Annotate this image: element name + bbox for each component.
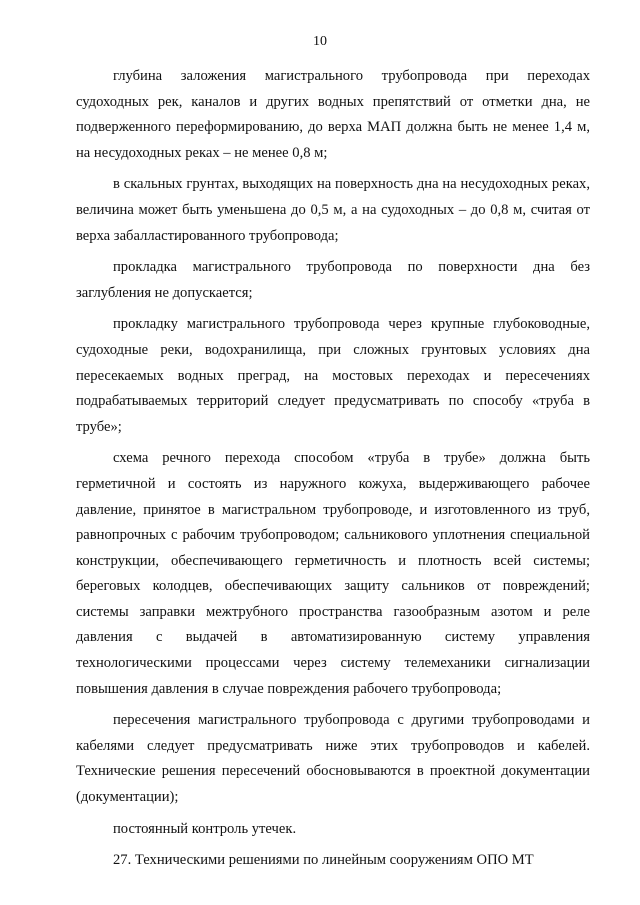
paragraph-laying-depth: глубина заложения магистрального трубопровода при переходах судоходных рек, каналов и других водных препятствий от отметки дна, не подверженного переформированию, до верха МАП должна быть не менее 1,4 м, на несудоходных реках – не менее 0,8 м; bbox=[76, 68, 590, 161]
paragraph-pipe-in-pipe-method: прокладку магистрального трубопровода через крупные глубоководные, судоходные реки, водохранилища, при сложных грунтовых условиях дна пересекаемых водных преград, на мостовых переходах и пересечениях подрабатываемых территорий следует предусматривать по способу «труба в трубе»; bbox=[76, 316, 590, 435]
page-number: 10 bbox=[313, 34, 327, 49]
paragraph-surface-laying: прокладка магистрального трубопровода по поверхности дна без заглубления не допускается; bbox=[76, 259, 590, 301]
paragraph-crossings: пересечения магистрального трубопровода с другими трубопроводами и кабелями следует предусматривать ниже этих трубопроводов и кабелей. Технические решения пересечений обосновываются в проектной документации (документации); bbox=[76, 712, 590, 806]
paragraph-rocky-soils: в скальных грунтах, выходящих на поверхность дна на несудоходных реках, величина может быть уменьшена до 0,5 м, а на судоходных – до 0,8 м, считая от верха забалластированного трубопровода; bbox=[76, 176, 590, 244]
document-body bbox=[76, 64, 590, 880]
paragraph-clause-27: 27. Техническими решениями по линейным сооружениям ОПО МТ bbox=[113, 852, 534, 869]
paragraph-pipe-in-pipe-scheme: схема речного перехода способом «труба в трубе» должна быть герметичной и состоять из наружного кожуха, выдерживающего рабочее давление, принятое в магистральном трубопроводе, и изготовленного из труб, равнопрочных с рабочим трубопроводом; сальникового уплотнения специальной конструкции, обеспечивающего герметичность и плотность всей системы; береговых колодцев, обеспечивающих защиту сальников от повреждений; системы заправки межтрубного пространства газообразным азотом и реле давления с выдачей в автоматизированную систему управления технологическими процессами через систему телемеханики сигнализации повышения давления в случае повреждения рабочего трубопровода; bbox=[76, 450, 590, 697]
paragraph-leak-control: постоянный контроль утечек. bbox=[113, 820, 297, 837]
